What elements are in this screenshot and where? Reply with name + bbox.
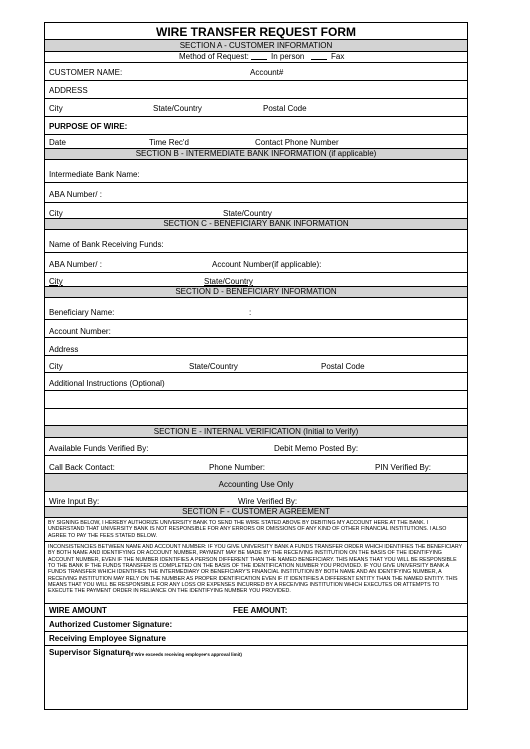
section-b-heading: SECTION B - INTERMEDIATE BANK INFORMATION (if applicable): [135, 149, 377, 158]
wire-transfer-form: [44, 22, 468, 710]
intermediate-aba-row[interactable]: [45, 183, 467, 203]
beneficiary-name-colon: :: [249, 308, 252, 317]
intermediate-city-row[interactable]: [45, 203, 467, 219]
beneficiary-city-row[interactable]: [45, 356, 467, 373]
authorized-signature-label: Authorized Customer Signature:: [49, 620, 173, 629]
supervisor-signature-label: Supervisor Signature: [49, 648, 130, 657]
additional-instructions-line-2[interactable]: [45, 409, 467, 426]
city-state-postal-row[interactable]: [45, 99, 467, 117]
fee-amount-label: FEE AMOUNT:: [233, 606, 288, 615]
title-row: [45, 23, 467, 40]
pin-verified-label: PIN Verified By:: [375, 463, 432, 472]
fax-checkbox[interactable]: [311, 52, 327, 60]
beneficiary-bank-city-label: City: [49, 277, 63, 286]
purpose-of-wire-label: PURPOSE OF WIRE:: [49, 122, 128, 131]
beneficiary-state-label: State/Country: [189, 362, 238, 371]
date-label: Date: [49, 138, 66, 147]
beneficiary-address-row[interactable]: [45, 338, 467, 356]
account-number-label: Account#: [250, 68, 284, 77]
address-row[interactable]: [45, 81, 467, 99]
authorization-text-row: [45, 518, 467, 542]
wire-input-label: Wire Input By:: [49, 497, 100, 506]
city-label: City: [49, 104, 63, 113]
section-d-header: [45, 287, 467, 298]
purpose-row[interactable]: [45, 117, 467, 135]
beneficiary-bank-state-label: State/Country: [204, 277, 253, 286]
inconsistencies-text-row: [45, 542, 467, 604]
supervisor-signature-note: (If Wire exceeds receiving employee's approval limit): [129, 652, 242, 657]
intermediate-aba-label: ABA Number/ :: [49, 190, 102, 199]
section-b-header: [45, 149, 467, 160]
funds-verified-label: Available Funds Verified By:: [49, 444, 149, 453]
beneficiary-name-row[interactable]: [45, 298, 467, 320]
beneficiary-city-label: City: [49, 362, 63, 371]
additional-instructions-line-1[interactable]: [45, 391, 467, 409]
section-e-heading: SECTION E - INTERNAL VERIFICATION (Initial to Verify): [153, 427, 359, 436]
beneficiary-bank-row[interactable]: [45, 230, 467, 253]
beneficiary-account-row[interactable]: [45, 320, 467, 338]
section-c-heading: SECTION C - BENEFICIARY BANK INFORMATION: [163, 219, 349, 228]
wire-amount-row[interactable]: [45, 604, 467, 617]
method-of-request-label: Method of Request:: [179, 52, 249, 61]
call-back-contact-label: Call Back Contact:: [49, 463, 115, 472]
contact-phone-label: Contact Phone Number: [255, 138, 339, 147]
address-label: ADDRESS: [49, 86, 88, 95]
section-d-heading: SECTION D - BENEFICIARY INFORMATION: [175, 287, 337, 296]
beneficiary-aba-row[interactable]: [45, 253, 467, 273]
beneficiary-postal-label: Postal Code: [321, 362, 365, 371]
section-e-header: [45, 426, 467, 438]
time-recd-label: Time Rec'd: [149, 138, 189, 147]
wire-input-row[interactable]: [45, 492, 467, 507]
phone-number-label: Phone Number:: [209, 463, 266, 472]
intermediate-state-label: State/Country: [223, 209, 272, 218]
receiving-signature-label: Receiving Employee Signature: [49, 634, 166, 643]
beneficiary-bank-city-row[interactable]: [45, 273, 467, 287]
state-country-label: State/Country: [153, 104, 202, 113]
section-c-header: [45, 219, 467, 230]
call-back-row[interactable]: [45, 456, 467, 474]
beneficiary-bank-account-label: Account Number(if applicable):: [212, 260, 322, 269]
receiving-signature-row[interactable]: [45, 632, 467, 646]
additional-instructions-label: Additional Instructions (Optional): [49, 379, 165, 388]
funds-verified-row[interactable]: [45, 438, 467, 456]
customer-name-label: CUSTOMER NAME:: [49, 68, 123, 77]
wire-amount-label: WIRE AMOUNT: [49, 606, 107, 615]
debit-memo-label: Debit Memo Posted By:: [274, 444, 359, 453]
beneficiary-aba-label: ABA Number/ :: [49, 260, 102, 269]
authorization-paragraph: BY SIGNING BELOW, I HEREBY AUTHORIZE UNIVERSITY BANK TO SEND THE WIRE STATED ABOVE BY DEBITING MY ACCOUNT HERE AT THE BANK. I UNDERSTAND THAT UNIVERSITY BANK IS NOT RESPONSIBLE FOR ANY ERRORS OR OMISSIONS OF ANY KIND OF OTHER FINANCIAL INSTITUTIONS. I ALSO AGREE TO PAY THE FEES STATED BELOW.: [48, 520, 447, 539]
intermediate-bank-row[interactable]: [45, 160, 467, 183]
customer-name-row[interactable]: [45, 63, 467, 81]
additional-instructions-row[interactable]: [45, 373, 467, 391]
accounting-use-only-row: [45, 474, 467, 492]
in-person-label: In person: [271, 52, 305, 61]
beneficiary-address-label: Address: [49, 345, 79, 354]
postal-code-label: Postal Code: [263, 104, 307, 113]
section-f-heading: SECTION F - CUSTOMER AGREEMENT: [182, 507, 330, 516]
beneficiary-name-label: Beneficiary Name:: [49, 308, 115, 317]
section-a-heading: SECTION A - CUSTOMER INFORMATION: [179, 41, 333, 50]
fax-label: Fax: [331, 52, 345, 61]
supervisor-signature-row[interactable]: [45, 646, 467, 660]
inconsistencies-paragraph: INCONSISTENCIES BETWEEN NAME AND ACCOUNT NUMBER: IF YOU GIVE UNIVERSITY BANK A FUNDS TRANSFER ORDER WHICH IDENTIFIES THE BENEFICIARY BY BOTH NAME AND IDENTIFYING OR ACCOUNT NUMBER, PAYMENT MAY BE MADE BY THE RECEIVING INSTITUTION ON THE BASIS OF THE IDENTIFYING ACCOUNT NUMBER, EVEN IF THE NUMBER IDENTIFIES A PERSON DIFFERENT THAN THE NAMED BENEFICIARY. THIS MEANS THAT YOU WILL BE RESPONSIBLE TO THE BANK IF THE FUNDS TRANSFER IS COMPLETED ON THE BASIS OF THE IDENTIFICATION NUMBER YOU PROVIDED. IF YOU GIVE UNIVERSITY BANK A FUNDS TRANSFER WHICH IDENTIFIES THE INTERMEDIARY OR BENEFICIARY'S FINANCIAL INSTITUTION BY BOTH NAME AND AN IDENTIFYING NUMBER, A RECEIVING INSTITUTION MAY RELY ON THE NUMBER AS PROPER IDENTIFICATION EVEN IF IT IDENTIFIES A DIFFERENT ENTITY THAN THE NAMED ENTITY. THIS MEANS THAT YOU WILL BE RESPONSIBLE FOR ANY LOSS OR EXPENSES INCURRED BY A RECEIVING INSTITUTION WHICH EXECUTES OR ATTEMPTS TO EXECUTE THE PAYMENT ORDER IN RELIANCE ON THE IDENTIFYING NUMBER YOU PROVIDED.: [48, 544, 463, 595]
intermediate-bank-name-label: Intermediate Bank Name:: [49, 170, 140, 179]
section-f-header: [45, 507, 467, 518]
method-of-request-row: [45, 52, 467, 63]
date-row[interactable]: [45, 135, 467, 149]
wire-verified-label: Wire Verified By:: [238, 497, 298, 506]
accounting-use-only-label: Accounting Use Only: [218, 480, 294, 489]
beneficiary-bank-name-label: Name of Bank Receiving Funds:: [49, 240, 164, 249]
in-person-checkbox[interactable]: [251, 52, 267, 60]
authorized-signature-row[interactable]: [45, 617, 467, 632]
section-a-header: [45, 40, 467, 52]
form-title: WIRE TRANSFER REQUEST FORM: [156, 25, 356, 39]
beneficiary-account-label: Account Number:: [49, 327, 111, 336]
intermediate-city-label: City: [49, 209, 63, 218]
